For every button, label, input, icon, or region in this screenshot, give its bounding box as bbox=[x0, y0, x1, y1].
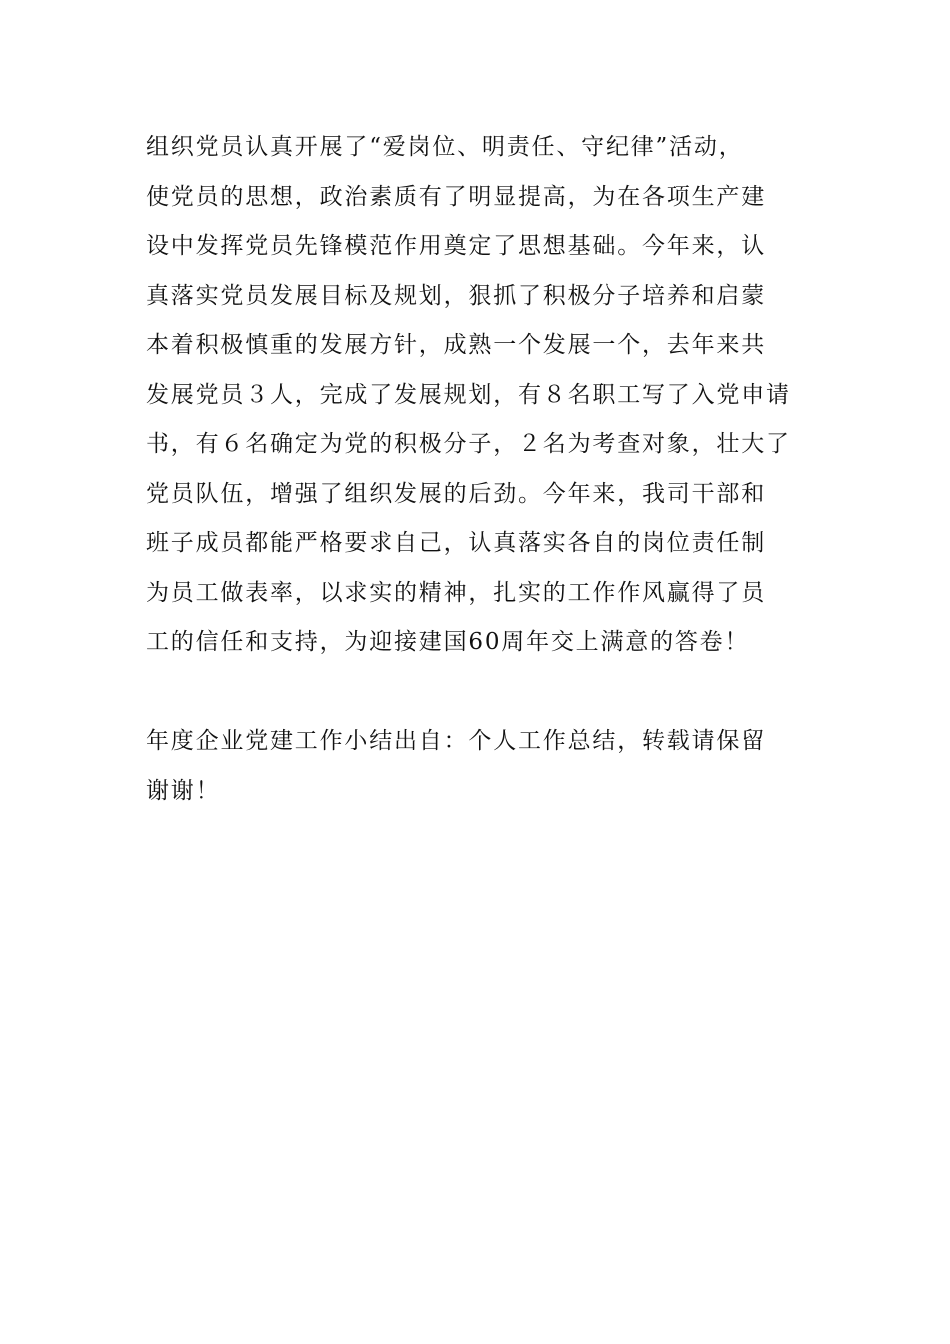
text-line: 使党员的思想，政治素质有了明显提高，为在各项生产建 bbox=[146, 183, 766, 210]
text-line: 为员工做表率，以求实的精神，扎实的工作作风赢得了员 bbox=[146, 579, 766, 606]
text-line: 工的信任和支持，为迎接建国60周年交上满意的答卷！ bbox=[146, 629, 750, 655]
text-line: 真落实党员发展目标及规划，狠抓了积极分子培养和启蒙 bbox=[146, 282, 766, 309]
text-line: 组织党员认真开展了“爱岗位、明责任、守纪律”活动， bbox=[146, 134, 744, 160]
document-page bbox=[146, 123, 816, 816]
text-line: 党员队伍，增强了组织发展的后劲。今年来，我司干部和 bbox=[146, 480, 766, 507]
text-line: 发展党员３人，完成了发展规划，有８名职工写了入党申请 bbox=[146, 381, 791, 408]
text-line: 本着积极慎重的发展方针，成熟一个发展一个，去年来共 bbox=[146, 332, 766, 358]
paragraph-gap bbox=[146, 668, 816, 718]
text-line: 班子成员都能严格要求自己，认真落实各自的岗位责任制 bbox=[146, 530, 766, 556]
paragraph-source-note bbox=[146, 717, 816, 816]
paragraph-main bbox=[146, 123, 816, 668]
text-line: 书，有６名确定为党的积极分子，２名为考查对象，壮大了 bbox=[146, 431, 791, 457]
text-line: 设中发挥党员先锋模范作用奠定了思想基础。今年来，认 bbox=[146, 233, 766, 259]
text-line: 年度企业党建工作小结出自：个人工作总结，转载请保留 bbox=[146, 728, 766, 754]
text-line: 谢谢！ bbox=[146, 777, 221, 804]
